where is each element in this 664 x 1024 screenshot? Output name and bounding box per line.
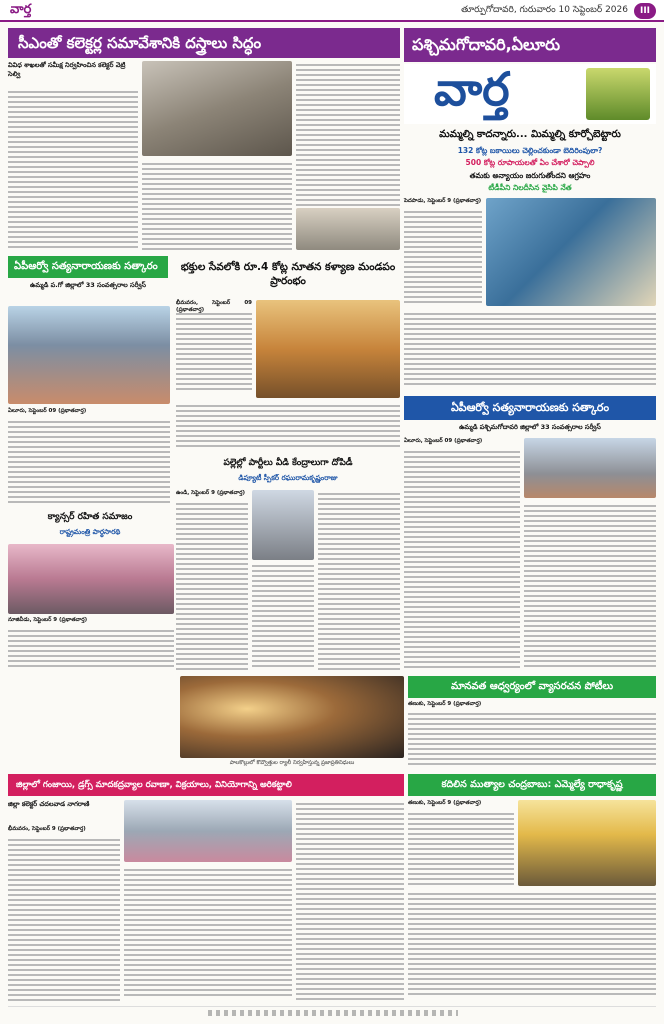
lead-body-left bbox=[8, 88, 138, 248]
center-story-body-wide bbox=[176, 402, 400, 452]
left-story2-subhead: రాష్ట్రమంత్రి పార్థసారథి bbox=[59, 528, 121, 536]
right-story-headline: మమ్మల్ని కాదన్నారు... మిమ్మల్ని కూర్చోబెట్టారు bbox=[439, 129, 621, 140]
left-story1-body bbox=[8, 418, 170, 506]
right-story2-body-a bbox=[404, 448, 520, 670]
collector-meeting-photo bbox=[142, 61, 292, 156]
lead-body-right bbox=[296, 61, 400, 206]
footer-dots bbox=[8, 1006, 656, 1018]
bottom-right-dateline: తణుకు, సెప్టెంబర్ 9 (ప్రభాతవార్త) bbox=[408, 800, 482, 806]
right-story2-body-b bbox=[524, 502, 656, 670]
collector-drug-awareness-photo bbox=[124, 800, 292, 862]
lead-headline: సీఎంతో కలెక్టర్ల సమావేశానికి దస్త్రాలు సిద్ధం bbox=[18, 34, 262, 52]
bottom-left-bar: జిల్లాలో గంజాయి, డ్రగ్స్ మాదకద్రవ్యాల రవాణా, విక్రయాలు, వినియోగాన్ని అరికట్టాలి bbox=[8, 774, 404, 796]
center-story2-subhead: డిప్యూటీ స్పీకర్ రఘురామకృష్ణంరాజు bbox=[238, 474, 338, 482]
masthead bbox=[0, 0, 664, 22]
bottom-right-body-a bbox=[408, 810, 514, 886]
right-story-body-wide bbox=[404, 310, 656, 390]
center-story-headline: భక్తుల సేవలోకి రూ.4 కోట్ల నూతన కళ్యాణ మండపం ప్రారంభం bbox=[180, 261, 396, 287]
right-story-line4: తమకు అన్యాయం జరుగుతోందని ఆగ్రహం bbox=[469, 171, 591, 180]
bottom-right-bar: కదిలిన ముత్యాల చంద్రబాబు: ఎమ్మెల్యే రాధాకృష్ణ bbox=[408, 774, 656, 796]
lead-body-mid bbox=[142, 160, 292, 250]
center-story2-body-c bbox=[318, 490, 400, 670]
left-story2-dateline: నూజివీడు, సెప్టెంబర్ 9 (ప్రభాతవార్త) bbox=[8, 617, 88, 623]
center-story2-body-b bbox=[252, 562, 314, 670]
right-story-line3: 500 కోట్ల రూపాయలతో ఏం చేశారో చెప్పాలి bbox=[465, 158, 595, 167]
bottom-right-body-wide bbox=[408, 890, 656, 1000]
vaartha-logo: వార్త bbox=[434, 62, 510, 116]
essay-story-body bbox=[408, 710, 656, 768]
right-story2-bar: ఏపీఆర్వో సత్యనారాయణకు సత్కారం bbox=[404, 396, 656, 420]
photo-caption: పాలకొల్లులో కొవ్వొత్తుల ర్యాలీ నిర్వహిస్తున్న ప్రజాప్రతినిధులు bbox=[229, 760, 355, 766]
cancer-awareness-photo bbox=[8, 544, 174, 614]
meeting-officials-photo bbox=[296, 208, 400, 250]
paddy-field-photo bbox=[586, 68, 650, 120]
center-story-body bbox=[176, 310, 252, 400]
lead-subhead: వివిధ శాఖలతో సమీక్ష నిర్వహించిన కలెక్టర్ వెట్రి సెల్వి bbox=[8, 61, 126, 78]
bottom-left-dateline: భీమవరం, సెప్టెంబర్ 9 (ప్రభాతవార్త) bbox=[8, 826, 86, 832]
center-story2-headline: పల్లెల్లో పార్టీలు వీడి కేంద్రాలుగా దోపిడీ bbox=[223, 458, 353, 468]
left-story1-dateline: ఏలూరు, సెప్టెంబర్ 09 (ప్రభాతవార్త) bbox=[8, 408, 87, 414]
left-story2-headline: క్యాన్సర్ రహిత సమాజం bbox=[47, 512, 133, 522]
right-story-line2: 132 కోట్ల బకాయిలు చెల్లించకుండా బెదిరింపులా? bbox=[457, 146, 603, 155]
bottom-left-body-a bbox=[8, 836, 120, 1000]
right-story-line5: టీడీపీని నిలదీసిన వైసిపి నేత bbox=[488, 183, 572, 192]
lead-headline-bar bbox=[8, 28, 400, 58]
right-story-body bbox=[404, 208, 482, 306]
essay-story-dateline: తణుకు, సెప్టెంబర్ 9 (ప్రభాతవార్త) bbox=[408, 701, 482, 707]
vaartha-logo-block bbox=[404, 64, 656, 124]
speaker-speech-photo bbox=[252, 490, 314, 560]
left-story1-bar: ఏపీఆర్వో సత్యనారాయణకు సత్కారం bbox=[8, 256, 168, 278]
right-story2-subhead: ఉమ్మడి పశ్చిమగోదావరి జిల్లాలో 33 సంవత్సరాల సర్వీస్ bbox=[459, 423, 601, 431]
candlelight-rally-photo bbox=[180, 676, 404, 758]
right-story-dateline: పెదపాడు, సెప్టెంబర్ 9 (ప్రభాతవార్త) bbox=[404, 198, 482, 204]
apro-felicitation-photo bbox=[524, 438, 656, 498]
ysrcp-leader-photo bbox=[486, 198, 656, 306]
left-story1-subhead: ఉమ్మడి ప.గో జిల్లాలో 33 సంవత్సరాల సర్వీస్ bbox=[30, 281, 146, 289]
district-banner bbox=[404, 28, 656, 62]
bottom-left-subhead: జిల్లా కలెక్టర్ చదలవాడ నాగరాణి bbox=[8, 800, 90, 808]
bottom-left-body-b bbox=[124, 866, 292, 1000]
essay-story-bar: మానవత ఆధ్వర్యంలో వ్యాసరచన పోటీలు bbox=[408, 676, 656, 698]
brand-logo: వార్త bbox=[10, 2, 32, 17]
district-title: పశ్చిమగోదావరి,ఏలూరు bbox=[412, 35, 561, 54]
left-story2-body bbox=[8, 627, 174, 671]
center-story2-dateline: ఉండి, సెప్టెంబర్ 9 (ప్రభాతవార్త) bbox=[176, 490, 245, 496]
page-number: III bbox=[634, 3, 656, 19]
edition-date: తూర్పుగోదావరి, గురువారం 10 సెప్టెంబర్ 2026 bbox=[461, 5, 628, 15]
mla-rally-photo bbox=[518, 800, 656, 886]
bottom-left-body-c bbox=[296, 800, 404, 1000]
right-story2-dateline: ఏలూరు, సెప్టెంబర్ 09 (ప్రభాతవార్త) bbox=[404, 438, 483, 444]
kalyana-mandapam-opening-photo bbox=[256, 300, 400, 398]
center-story-dateline: భీమవరం, సెప్టెంబర్ 09 (ప్రభాతవార్త) bbox=[176, 300, 252, 313]
felicitation-group-photo bbox=[8, 306, 170, 404]
center-story2-body-a bbox=[176, 500, 248, 670]
